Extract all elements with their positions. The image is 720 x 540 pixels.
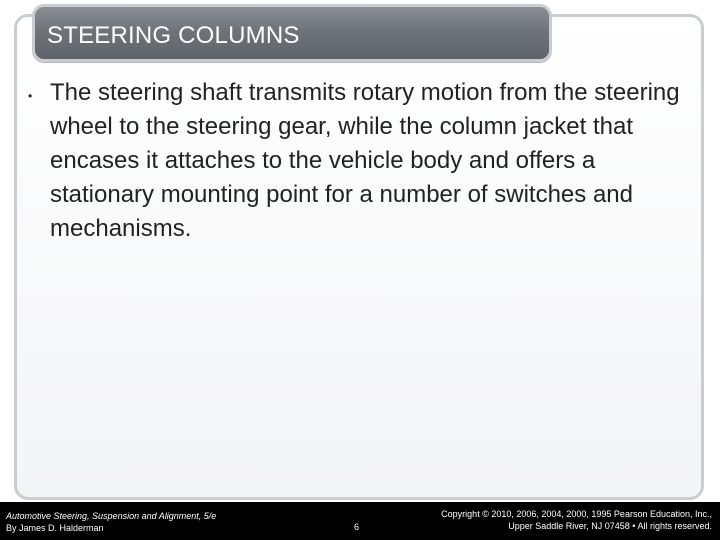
bullet-text: The steering shaft transmits rotary motion from the steering wheel to the steering gear, while the column jacket that encases it attaches to the vehicle body and offers a stationary mounting point for a number of switches and mechanisms. [50,79,680,242]
bullet-marker: • [28,89,33,103]
page-number: 6 [354,522,360,532]
footer-author: By James D. Halderman [6,523,104,533]
footer-book-title: Automotive Steering, Suspension and Alignment, 5/e [6,511,217,521]
footer-bar [0,502,720,540]
footer-copyright [441,508,712,532]
copyright-line-1: Copyright © 2010, 2006, 2004, 2000, 1995 Pearson Education, Inc., [441,509,712,519]
slide-title: STEERING COLUMNS [47,22,300,49]
title-tab [32,4,552,62]
copyright-line-2: Upper Saddle River, NJ 07458 • All rights reserved. [508,521,712,531]
footer-book-info [6,510,216,534]
